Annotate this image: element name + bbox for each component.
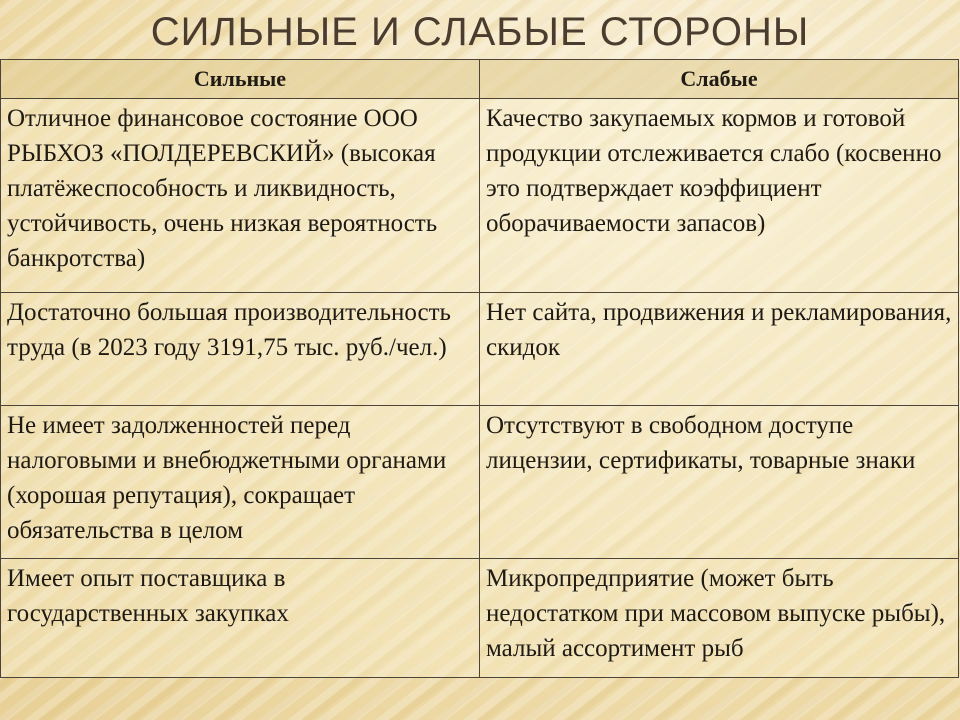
table-header-row <box>1 60 959 99</box>
weakness-cell: Микропредприятие (может быть недостатком при массовом выпуске рыбы), малый ассортимент рыб <box>480 559 959 678</box>
strength-cell: Имеет опыт поставщика в государственных закупках <box>1 559 480 678</box>
header-weaknesses: Слабые <box>480 60 959 99</box>
strength-cell: Достаточно большая производительность труда (в 2023 году 3191,75 тыс. руб./чел.) <box>1 293 480 406</box>
slide-title: СИЛЬНЫЕ И СЛАБЫЕ СТОРОНЫ <box>150 10 810 54</box>
table-row <box>1 293 959 406</box>
swot-table-container <box>0 59 958 678</box>
header-strengths: Сильные <box>1 60 480 99</box>
table-row <box>1 406 959 559</box>
strength-cell: Отличное финансовое состояние ООО РЫБХОЗ «ПОЛДЕРЕВСКИЙ» (высокая платёжеспособность и ликвидность, устойчивость, очень низкая вероятность банкротства) <box>1 99 480 293</box>
weakness-cell: Качество закупаемых кормов и готовой продукции отслеживается слабо (косвенно это подтверждает коэффициент оборачиваемости запасов) <box>480 99 959 293</box>
table-row <box>1 99 959 293</box>
weakness-cell: Нет сайта, продвижения и рекламирования, скидок <box>480 293 959 406</box>
table-row <box>1 559 959 678</box>
strengths-weaknesses-table <box>0 59 959 678</box>
strength-cell: Не имеет задолженностей перед налоговыми и внебюджетными органами (хорошая репутация), сокращает обязательства в целом <box>1 406 480 559</box>
weakness-cell: Отсутствуют в свободном доступе лицензии, сертификаты, товарные знаки <box>480 406 959 559</box>
